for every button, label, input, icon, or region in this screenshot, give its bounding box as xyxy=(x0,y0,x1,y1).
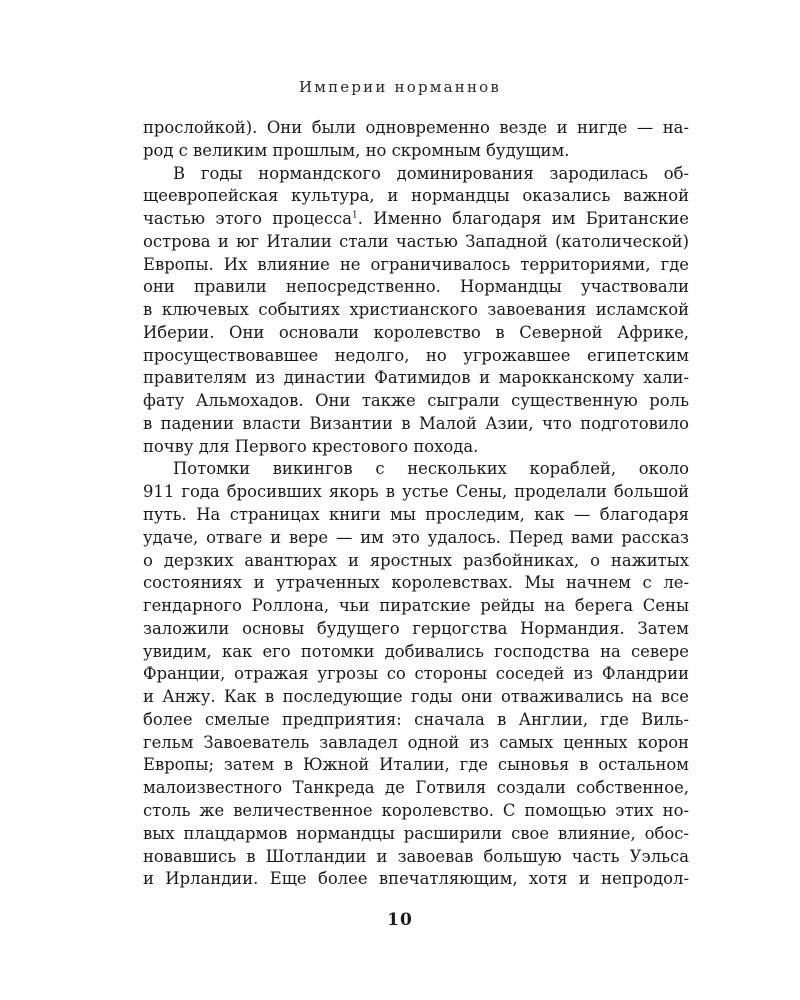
text-line: фату Альмохадов. Они также сыграли существенную роль xyxy=(143,391,689,411)
text-line: Европы. Их влияние не ограничивалось территориями, где xyxy=(143,254,689,274)
text-line: удаче, отваге и вере — им это удалось. Перед вами рассказ xyxy=(143,527,689,547)
text-line: Потомки викингов с нескольких кораблей, около xyxy=(173,459,689,479)
text-line: они правили непосредственно. Нормандцы участвовали xyxy=(143,277,689,297)
text-line: малоизвестного Танкреда де Готвиля создали собственное, xyxy=(143,778,689,798)
text-line: заложили основы будущего герцогства Нормандия. Затем xyxy=(143,618,689,638)
text-line: Франции, отражая угрозы со стороны соседей из Фландрии xyxy=(143,664,689,684)
text-line: новавшись в Шотландии и завоевав большую часть Уэльса xyxy=(143,846,689,866)
text-line: в ключевых событиях христианского завоевания исламской xyxy=(143,300,689,320)
text-line: более смелые предприятия: сначала в Англии, где Виль- xyxy=(143,709,689,729)
text-line: гендарного Роллона, чьи пиратские рейды на берега Сены xyxy=(143,596,689,616)
text-line: путь. На страницах книги мы проследим, как — благодаря xyxy=(143,505,689,525)
body-text xyxy=(143,117,689,891)
text-line: состояниях и утраченных королевствах. Мы начнем с ле- xyxy=(143,573,689,593)
text-line: и Ирландии. Еще более впечатляющим, хотя и непродол- xyxy=(143,869,689,889)
text-fragment: частью этого процесса xyxy=(143,209,352,229)
text-line: Европы; затем в Южной Италии, где сыновья в остальном xyxy=(143,755,689,775)
text-line: прослойкой). Они были одновременно везде и нигде — на- xyxy=(143,118,689,137)
text-line: вых плацдармов нормандцы расширили свое влияние, обос- xyxy=(143,823,689,843)
text-line: 911 года бросивших якорь в устье Сены, проделали большой xyxy=(143,482,689,502)
text-line: о дерзких авантюрах и яростных разбойниках, о нажитых xyxy=(143,550,689,570)
text-line: В годы нормандского доминирования зародилась об- xyxy=(173,163,689,183)
text-line: гельм Завоеватель завладел одной из самых ценных корон xyxy=(143,732,689,752)
page-number: 10 xyxy=(387,910,413,930)
text-line: в падении власти Византии в Малой Азии, что подготовило xyxy=(143,413,689,433)
running-head: Империи норманнов xyxy=(298,78,502,96)
text-line: и Анжу. Как в последующие годы они отваживались на все xyxy=(143,687,689,707)
text-line: Иберии. Они основали королевство в Северной Африке, xyxy=(143,322,689,342)
text-line: почву для Первого крестового похода. xyxy=(143,436,479,456)
text-line: щеевропейская культура, и нормандцы оказались важной xyxy=(143,186,689,206)
text-fragment: . Именно благодаря им Британские xyxy=(357,209,689,229)
text-line: просуществовавшее недолго, но угрожавшее египетским xyxy=(143,345,689,365)
text-line: столь же величественное королевство. С помощью этих но- xyxy=(143,800,689,820)
text-line: род с великим прошлым, но скромным будущим. xyxy=(143,140,570,160)
text-line: правителям из династии Фатимидов и марокканскому хали- xyxy=(143,368,689,388)
footnote-marker[interactable]: 1 xyxy=(352,210,358,221)
text-line-with-footnote xyxy=(143,208,689,231)
text-line: острова и юг Италии стали частью Западной (католической) xyxy=(143,231,689,251)
text-line: увидим, как его потомки добивались господства на севере xyxy=(143,641,689,661)
